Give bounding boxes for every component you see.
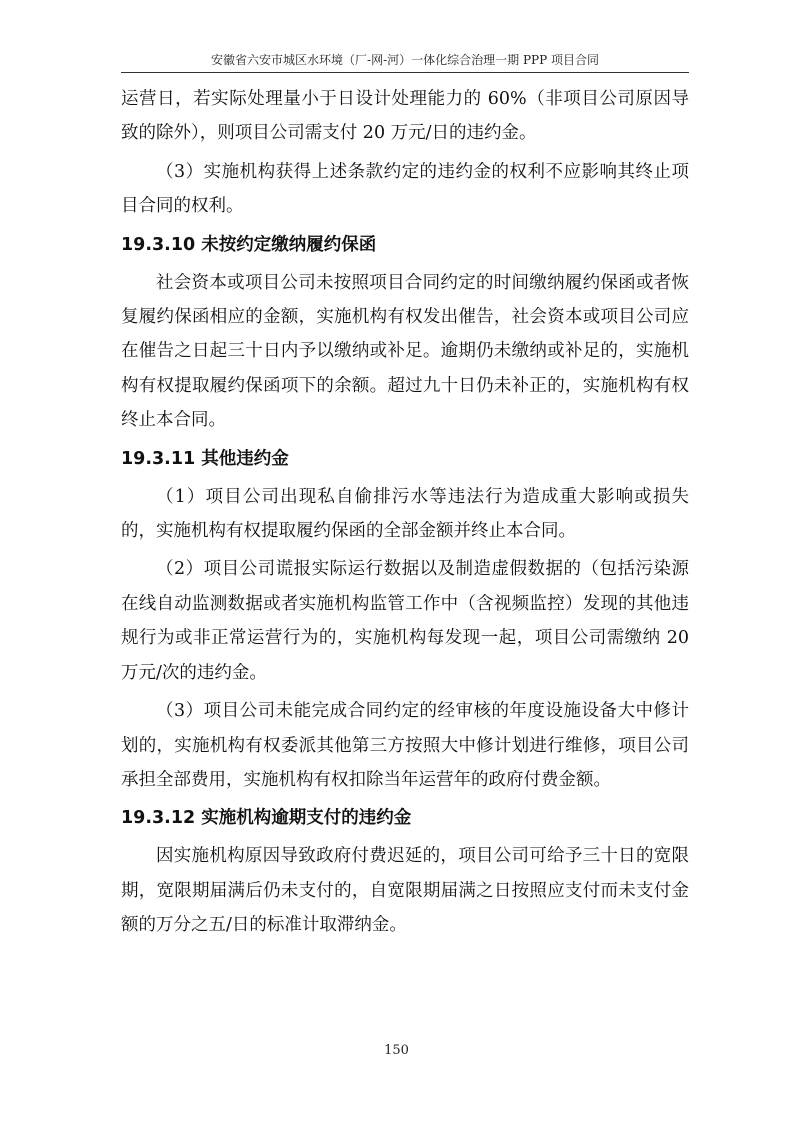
paragraph-late-payment: 因实施机构原因导致政府付费迟延的，项目公司可给予三十日的宽限期，宽限期届满后仍未支付的，自宽限期届满之日按照应支付而未支付金额的万分之五/日的标准计取滞纳金。 (121, 846, 689, 936)
paragraph-other-penalty-2: （2）项目公司谎报实际运行数据以及制造虚假数据的（包括污染源在线自动监测数据或者实施机构监管工作中（含视频监控）发现的其他违规行为或非正常运营行为的，实施机构每发现一起，项目公司需缴纳 20 万元/次的违约金。 (121, 559, 689, 683)
section-heading-19-3-11: 19.3.11 其他违约金 (121, 448, 289, 469)
section-heading-19-3-10: 19.3.10 未按约定缴纳履约保函 (121, 234, 377, 255)
section-heading-19-3-12: 19.3.12 实施机构逾期支付的违约金 (121, 808, 412, 829)
header-divider (121, 72, 689, 73)
page-number: 150 (384, 1043, 409, 1058)
paragraph-clause-3: （3）实施机构获得上述条款约定的违约金的权利不应影响其终止项目合同的权利。 (121, 161, 689, 217)
document-body (121, 82, 689, 943)
paragraph-continuation: 运营日，若实际处理量小于日设计处理能力的 60%（非项目公司原因导致的除外），则项目公司需支付 20 万元/日的违约金。 (121, 89, 689, 144)
paragraph-other-penalty-1: （1）项目公司出现私自偷排污水等违法行为造成重大影响或损失的，实施机构有权提取履约保函的全部金额并终止本合同。 (121, 486, 689, 542)
paragraph-other-penalty-3: （3）项目公司未能完成合同约定的经审核的年度设施设备大中修计划的，实施机构有权委派其他第三方按照大中修计划进行维修，项目公司承担全部费用，实施机构有权扣除当年运营年的政府付费金额。 (121, 701, 689, 790)
paragraph-performance-bond: 社会资本或项目公司未按照项目合同约定的时间缴纳履约保函或者恢复履约保函相应的金额，实施机构有权发出催告，社会资本或项目公司应在催告之日起三十日内予以缴纳或补足。逾期仍未缴纳或补足的，实施机构有权提取履约保函项下的余额。超过九十日仍未补正的，实施机构有权终止本合同。 (121, 272, 689, 431)
page-header: 安徽省六安市城区水环境（厂-网-河）一体化综合治理一期 PPP 项目合同 (211, 53, 599, 67)
